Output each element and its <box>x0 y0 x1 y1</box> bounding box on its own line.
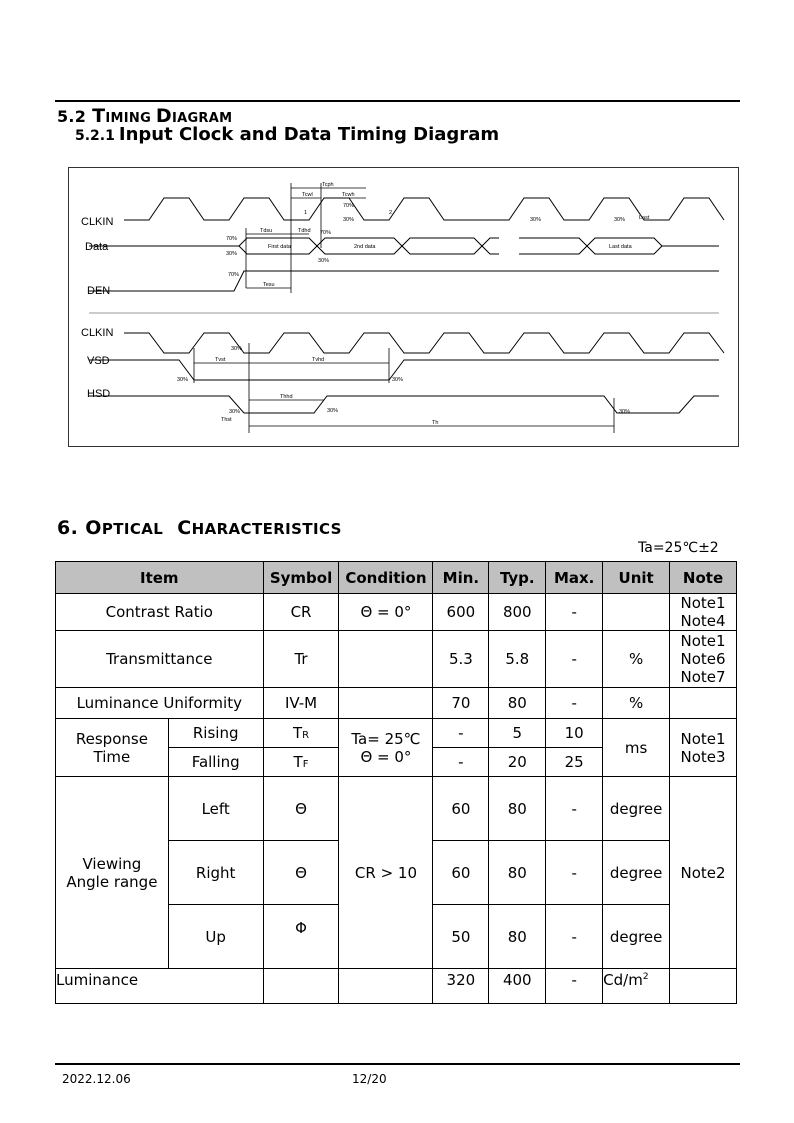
signal-label-clkin-2: CLKIN <box>81 327 114 339</box>
svg-text:2: 2 <box>389 210 393 216</box>
table-row: Response Time Rising TR Ta= 25℃ Θ = 0° - 5 10 ms Note1 Note3 <box>56 719 737 748</box>
table-row: Transmittance Tr 5.3 5.8 - % Note1 Note6 Note7 <box>56 631 737 688</box>
svg-text:30%: 30% <box>619 409 631 415</box>
svg-text:30%: 30% <box>177 377 189 383</box>
svg-text:Tesu: Tesu <box>263 282 275 288</box>
col-header-typ: Typ. <box>489 562 546 594</box>
timing-diagram <box>68 167 739 447</box>
svg-text:30%: 30% <box>318 258 330 264</box>
svg-text:30%: 30% <box>614 217 626 223</box>
signal-label-vsd: VSD <box>87 355 110 367</box>
col-header-min: Min. <box>433 562 489 594</box>
svg-text:30%: 30% <box>343 217 355 223</box>
svg-text:Tcph: Tcph <box>322 182 334 188</box>
table-row: Luminance Uniformity IV-M 70 80 - % <box>56 688 737 719</box>
svg-text:30%: 30% <box>392 377 404 383</box>
signal-label-data: Data <box>85 241 109 253</box>
ambient-condition-note: Ta=25℃±2 <box>638 540 719 556</box>
svg-text:70%: 70% <box>320 230 332 236</box>
col-header-condition: Condition <box>339 562 433 594</box>
svg-text:70%: 70% <box>343 203 355 209</box>
clkin-waveform-bottom <box>124 333 724 353</box>
svg-text:Thhd: Thhd <box>280 394 293 400</box>
svg-text:Tdsu: Tdsu <box>260 228 273 234</box>
svg-text:Last data: Last data <box>609 244 632 250</box>
svg-text:2nd data: 2nd data <box>354 244 376 250</box>
table-row: Falling TF - 20 25 <box>56 748 737 777</box>
svg-text:1: 1 <box>304 210 308 216</box>
table-header-row <box>56 562 737 594</box>
signal-label-clkin-1: CLKIN <box>81 216 114 228</box>
col-header-item: Item <box>56 562 264 594</box>
table-row: Viewing Angle range Left Θ CR > 10 60 80 - degree Note2 <box>56 777 737 841</box>
footer-rule <box>55 1063 740 1065</box>
section-5-2-1-heading: 5.2.1 Input Clock and Data Timing Diagram <box>75 124 500 145</box>
optical-characteristics-table <box>55 561 737 1004</box>
svg-text:Tcwl: Tcwl <box>302 192 313 198</box>
svg-text:30%: 30% <box>229 409 241 415</box>
svg-text:30%: 30% <box>327 408 339 414</box>
footer-page-number: 12/20 <box>352 1072 387 1086</box>
svg-text:Tcwh: Tcwh <box>342 192 355 198</box>
svg-text:First data: First data <box>268 244 291 250</box>
top-rule <box>55 100 740 102</box>
svg-text:70%: 70% <box>228 272 240 278</box>
svg-text:Tvhd: Tvhd <box>312 357 325 363</box>
svg-text:30%: 30% <box>226 251 238 257</box>
svg-text:30%: 30% <box>231 346 243 352</box>
svg-text:70%: 70% <box>226 236 238 242</box>
table-row: Right Θ 60 80 - degree <box>56 841 737 905</box>
section-5-2-heading: 5.2 TIMING DIAGRAM <box>57 105 233 127</box>
col-header-unit: Unit <box>603 562 670 594</box>
svg-text:Thst: Thst <box>221 417 232 423</box>
signal-label-den: DEN <box>87 285 111 297</box>
signal-label-hsd: HSD <box>87 388 111 400</box>
table-row: Luminance 320 400 - $Cd/m^2$ <box>56 969 737 1004</box>
col-header-max: Max. <box>546 562 603 594</box>
table-row: Up Φ 50 80 - degree <box>56 905 737 969</box>
clkin-waveform-top <box>124 198 724 220</box>
svg-text:Tdhd: Tdhd <box>298 228 311 234</box>
col-header-note: Note <box>670 562 737 594</box>
svg-text:Tvst: Tvst <box>215 357 226 363</box>
den-waveform <box>89 271 719 291</box>
table-row: Contrast Ratio CR Θ = 0° 600 800 - Note1 Note4 <box>56 594 737 631</box>
svg-text:Last: Last <box>639 215 650 221</box>
footer-date: 2022.12.06 <box>62 1072 131 1086</box>
svg-text:30%: 30% <box>530 217 542 223</box>
svg-text:Th: Th <box>432 420 439 426</box>
section-6-heading: 6. OPTICAL CHARACTERISTICS <box>57 517 342 539</box>
col-header-symbol: Symbol <box>263 562 339 594</box>
